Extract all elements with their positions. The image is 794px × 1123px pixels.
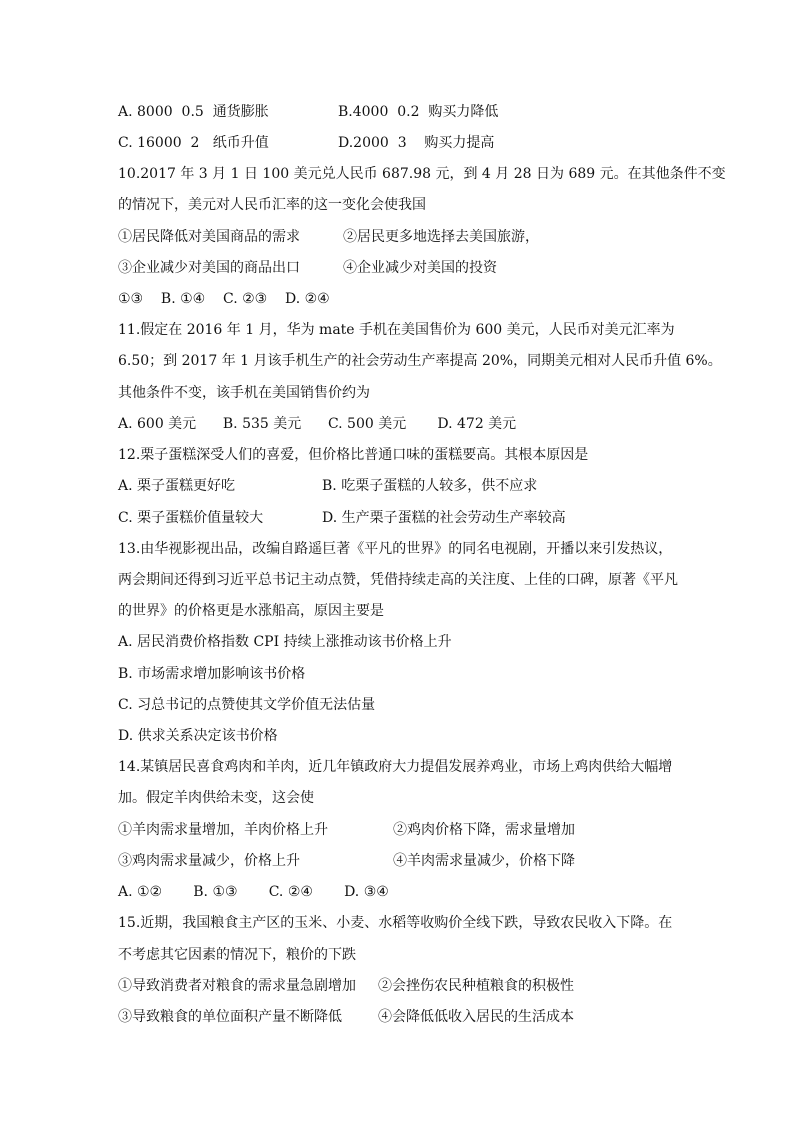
q11-stem-line3: 其他条件不变，该手机在美国销售价约为 (118, 385, 370, 401)
q12-option-a: A. 栗子蛋糕更好吃 (118, 478, 236, 494)
q13-option-a: A. 居民消费价格指数 CPI 持续上涨推动该书价格上升 (118, 634, 452, 650)
q15-stem-line2: 不考虑其它因素的情况下，粮价的下跌 (118, 947, 356, 963)
q13-option-b: B. 市场需求增加影响该书价格 (118, 666, 306, 682)
q9-option-c: C. 16000 2 纸币升值 (118, 135, 269, 151)
q14-choices: A. ①② B. ①③ C. ②④ D. ③④ (118, 884, 389, 900)
q11-stem-line1: 11.假定在 2016 年 1 月，华为 mate 手机在美国售价为 600 美元，人民币对美元汇率为 (118, 322, 675, 338)
q14-option-2: ②鸡肉价格下降，需求量增加 (393, 822, 575, 838)
q12-option-c: C. 栗子蛋糕价值量较大 (118, 510, 264, 526)
q14-stem-line2: 加。假定羊肉供给未变，这会使 (118, 790, 314, 806)
q14-option-4: ④羊肉需求量减少，价格下降 (393, 853, 575, 869)
q14-stem-line1: 14.某镇居民喜食鸡肉和羊肉，近几年镇政府大力提倡发展养鸡业，市场上鸡肉供给大幅增 (118, 759, 673, 775)
q12-option-b: B. 吃栗子蛋糕的人较多，供不应求 (322, 478, 538, 494)
q14-option-1: ①羊肉需求量增加，羊肉价格上升 (118, 822, 328, 838)
q9-option-a: A. 8000 0.5 通货膨胀 (118, 104, 269, 120)
q15-option-1: ①导致消费者对粮食的需求量急剧增加 (118, 978, 356, 994)
q13-option-d: D. 供求关系决定该书价格 (118, 728, 278, 744)
q9-option-b: B.4000 0.2 购买力降低 (338, 104, 499, 120)
q9-option-d: D.2000 3 购买力提高 (338, 135, 495, 151)
q15-option-3: ③导致粮食的单位面积产量不断降低 (118, 1009, 342, 1025)
q15-stem-line1: 15.近期，我国粮食主产区的玉米、小麦、水稻等收购价全线下跌，导致农民收入下降。在 (118, 915, 673, 931)
q11-choices: A. 600 美元 B. 535 美元 C. 500 美元 D. 472 美元 (118, 416, 517, 432)
q14-option-3: ③鸡肉需求量减少，价格上升 (118, 853, 300, 869)
q10-option-1: ①居民降低对美国商品的需求 (118, 229, 300, 245)
q12-stem: 12.栗子蛋糕深受人们的喜爱，但价格比普通口味的蛋糕要高。其根本原因是 (118, 447, 589, 463)
q15-option-4: ④会降低低收入居民的生活成本 (378, 1009, 574, 1025)
q10-stem-line1: 10.2017 年 3 月 1 日 100 美元兑人民币 687.98 元，到 4 月 28 日为 689 元。在其他条件不变 (118, 166, 726, 182)
q13-stem-line1: 13.由华视影视出品，改编自路遥巨著《平凡的世界》的同名电视剧，开播以来引发热议， (118, 541, 673, 557)
q13-stem-line2: 两会期间还得到习近平总书记主动点赞，凭借持续走高的关注度、上佳的口碑，原著《平凡 (118, 572, 678, 588)
q13-option-c: C. 习总书记的点赞使其文学价值无法估量 (118, 697, 376, 713)
q11-stem-line2: 6.50；到 2017 年 1 月该手机生产的社会劳动生产率提高 20%，同期美元相对人民币升值 6%。 (118, 353, 722, 369)
q10-option-3: ③企业减少对美国的商品出口 (118, 260, 300, 276)
q10-choices: ①③ B. ①④ C. ②③ D. ②④ (118, 291, 330, 307)
q12-option-d: D. 生产栗子蛋糕的社会劳动生产率较高 (322, 510, 566, 526)
q15-option-2: ②会挫伤农民种植粮食的积极性 (378, 978, 574, 994)
q10-option-2: ②居民更多地选择去美国旅游， (343, 229, 539, 245)
q13-stem-line3: 的世界》的价格更是水涨船高，原因主要是 (118, 603, 384, 619)
q10-option-4: ④企业减少对美国的投资 (343, 260, 497, 276)
q10-stem-line2: 的情况下，美元对人民币汇率的这一变化会使我国 (118, 197, 426, 213)
